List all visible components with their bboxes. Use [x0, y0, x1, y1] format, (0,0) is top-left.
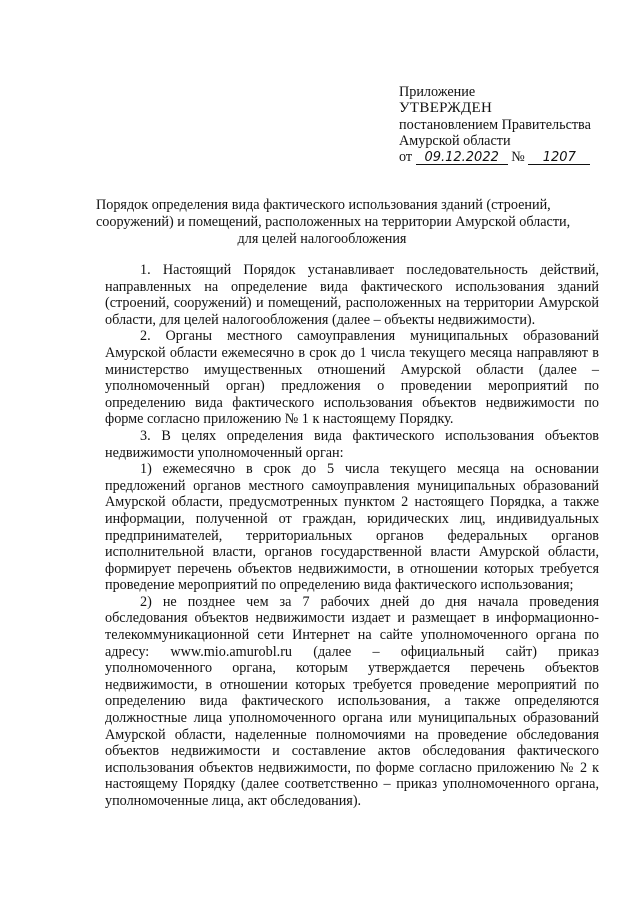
approval-block: [399, 84, 629, 165]
document-body: [105, 262, 599, 810]
handwritten-date: 09.12.2022: [416, 151, 508, 165]
subparagraph-2: 2) не позднее чем за 7 рабочих дней до дня начала проведения обследования объектов недвижимости издает и размещает в информационно-телекоммуникационной сети Интернет на сайте уполномоченного органа по адресу: www.mio.amurobl.ru (далее – официальный сайт) приказ уполномоченного органа, которым утверждается перечень объектов недвижимости, в отношении которых требуется проведение мероприятий по определению вида фактического использования, а также определяются должностные лица уполномоченного органа или муниципальных образований Амурской области, наделенные полномочиями на проведение обследования объектов недвижимости и составление актов обследования фактического использования объектов недвижимости, по форме согласно приложению № 2 к настоящему Порядку (далее соответственно – приказ уполномоченного органа, уполномоченные лица, акт обследования).: [105, 593, 599, 809]
paragraph-1: 1. Настоящий Порядок устанавливает последовательность действий, направленных на определение вида фактического использования зданий (строений, сооружений) и помещений, расположенных на территории Амурской области, для целей налогообложения (далее – объекты недвижимости).: [105, 262, 599, 328]
number-prefix: №: [511, 149, 525, 166]
title-line-1: Порядок определения вида фактического использования зданий (строений,: [96, 197, 551, 213]
handwritten-number: 1207: [528, 151, 590, 165]
date-number-line: [399, 149, 629, 165]
resolution-label: постановлением Правительства: [399, 116, 591, 133]
region-label: Амурской области: [399, 132, 511, 149]
appendix-label: Приложение: [399, 84, 476, 100]
paragraph-3: 3. В целях определения вида фактического использования объектов недвижимости уполномоченный орган:: [105, 427, 599, 461]
title-line-2: сооружений) и помещений, расположенных на территории Амурской области,: [96, 214, 571, 230]
date-prefix: от: [399, 149, 413, 166]
subparagraph-1: 1) ежемесячно в срок до 5 числа текущего месяца на основании предложений органов местного самоуправления муниципальных образований Амурской области, предусмотренных пунктом 2 настоящего Порядка, а также информации, полученной от граждан, юридических лиц, индивидуальных предпринимателей, территориальных органов федеральных органов исполнительной власти, органов государственной власти Амурской области, формирует перечень объектов недвижимости, в отношении которых требуется проведение мероприятий по определению вида фактического использования;: [105, 461, 599, 594]
approved-label: УТВЕРЖДЕН: [399, 100, 493, 117]
paragraph-2: 2. Органы местного самоуправления муниципальных образований Амурской области ежемесячно в срок до 1 числа текущего месяца направляют в министерство имущественных отношений Амурской области (далее – уполномоченный орган) предложения о проведении мероприятий по определению вида фактического использования объектов недвижимости по форме согласно приложению № 1 к настоящему Порядку.: [105, 328, 599, 428]
title-line-3: для целей налогообложения: [237, 231, 407, 247]
document-title: [96, 197, 571, 248]
